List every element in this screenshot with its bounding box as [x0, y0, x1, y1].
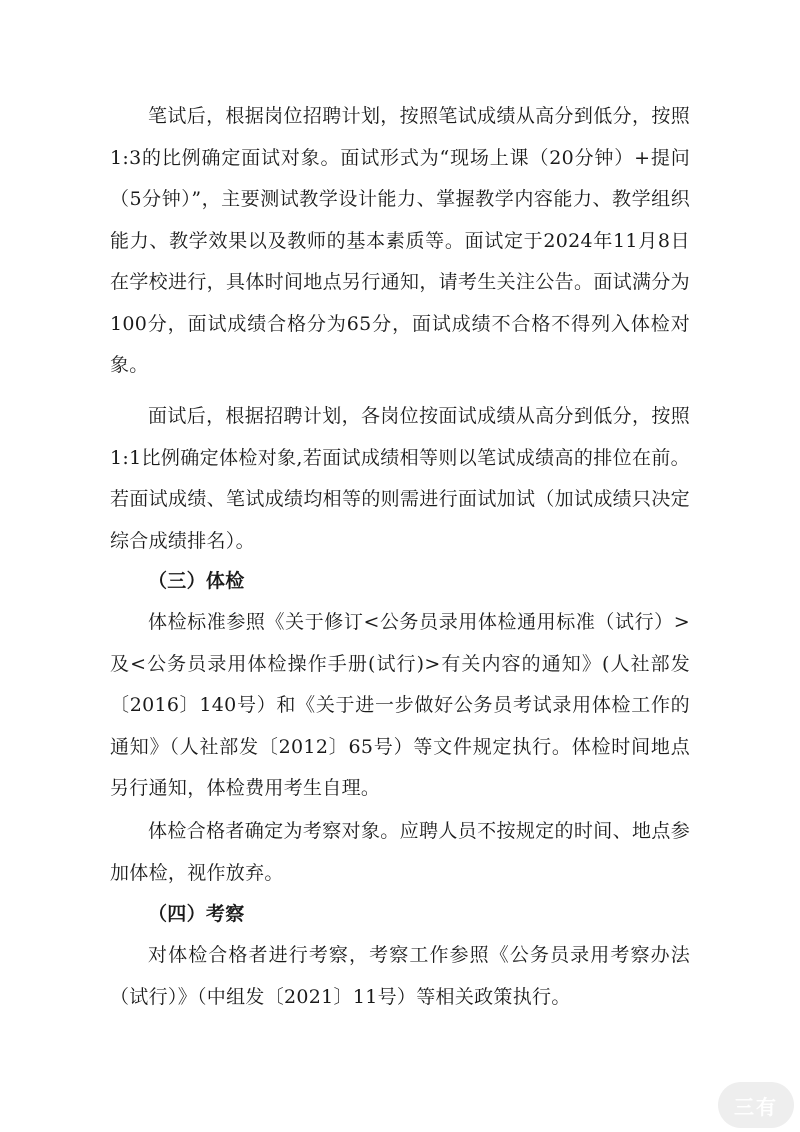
watermark-logo [718, 1082, 794, 1128]
heading-physical-exam: （三）体检 [148, 570, 245, 592]
paragraph-physical-exam-pass: 体检合格者确定为考察对象。应聘人员不按规定的时间、地点参加体检，视作放弃。 [110, 820, 690, 884]
paragraph-inspection: 对体检合格者进行考察，考察工作参照《公务员录用考察办法（试行）》（中组发〔2021〕11号）等相关政策执行。 [110, 944, 690, 1008]
paragraph-selection: 面试后，根据招聘计划，各岗位按面试成绩从高分到低分，按照1:1比例确定体检对象,若面试成绩相等则以笔试成绩高的排位在前。若面试成绩、笔试成绩均相等的则需进行面试加试（加试成绩只决定综合成绩排名）。 [110, 405, 690, 552]
heading-inspection: （四）考察 [148, 903, 245, 925]
watermark-logo-text: 三有 [734, 1094, 778, 1119]
paragraph-physical-exam-standard: 体检标准参照《关于修订<公务员录用体检通用标准（试行）>及<公务员录用体检操作手册(试行)>有关内容的通知》(人社部发〔2016〕140号）和《关于进一步做好公务员考试录用体检工作的通知》（人社部发〔2012〕65号）等文件规定执行。体检时间地点另行通知，体检费用考生自理。 [110, 611, 690, 799]
paragraph-interview: 笔试后，根据岗位招聘计划，按照笔试成绩从高分到低分，按照1:3的比例确定面试对象。面试形式为“现场上课（20分钟）+提问（5分钟）”，主要测试教学设计能力、掌握教学内容能力、教学组织能力、教学效果以及教师的基本素质等。面试定于2024年11月8日在学校进行，具体时间地点另行通知，请考生关注公告。面试满分为100分，面试成绩合格分为65分，面试成绩不合格不得列入体检对象。 [110, 105, 690, 376]
